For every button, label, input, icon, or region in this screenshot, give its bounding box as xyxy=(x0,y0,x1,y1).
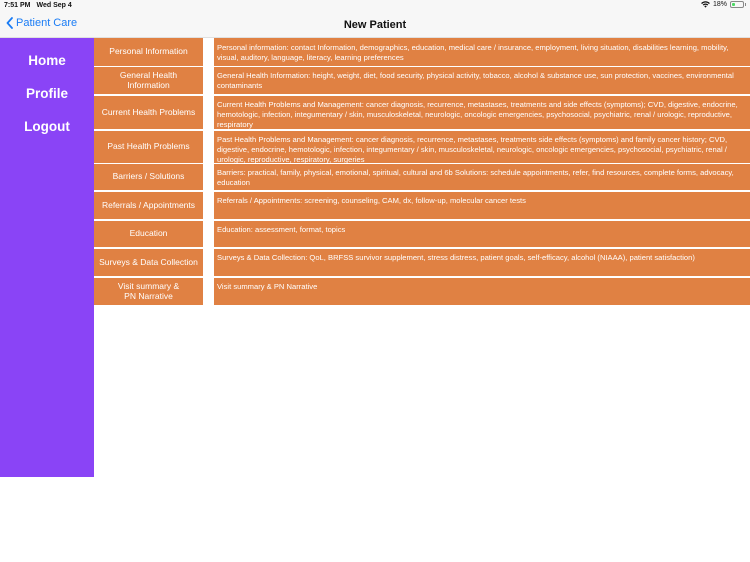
section-description-past-health-problems: Past Health Problems and Management: cancer diagnosis, recurrence, metastases, treatments side effects (symptoms) and family cancer history; CVD, digestive, endocrine, hemotologic, infection, integumentary / skin, musculoskeletal, neurologic, oncologic emergencies, psychosocial, psychiatric, renal / urologic, reproductive, respiratory, surgeries xyxy=(214,131,750,163)
section-description-education: Education: assessment, format, topics xyxy=(214,221,750,247)
section-button-visit-summary[interactable] xyxy=(94,278,203,305)
wifi-icon xyxy=(701,1,710,8)
visit-summary-label-line1: Visit summary & xyxy=(117,280,180,291)
status-bar xyxy=(0,0,750,12)
section-button-surveys-data-collection[interactable]: Surveys & Data Collection xyxy=(94,249,203,276)
section-button-personal-information[interactable]: Personal Information xyxy=(94,38,203,66)
status-date: Wed Sep 4 xyxy=(36,2,72,9)
section-description-barriers-solutions: Barriers: practical, family, physical, emotional, spiritual, cultural and 6b Solutions: schedule appointments, refer, find resources, complete forms, advocacy, education xyxy=(214,164,750,190)
visit-summary-label-line2: PN Narrative xyxy=(124,290,173,301)
sidebar-item-profile[interactable]: Profile xyxy=(25,86,68,101)
section-description-referrals-appointments: Referrals / Appointments: screening, counseling, CAM, dx, follow-up, molecular cancer tests xyxy=(214,192,750,219)
section-button-education[interactable]: Education xyxy=(94,221,203,247)
sidebar-item-logout[interactable]: Logout xyxy=(24,119,70,134)
section-button-referrals-appointments[interactable]: Referrals / Appointments xyxy=(94,192,203,219)
status-right xyxy=(701,1,744,8)
time-text: 7:51 PM xyxy=(4,2,31,9)
section-button-current-health-problems[interactable]: Current Health Problems xyxy=(94,96,203,129)
section-description-current-health-problems: Current Health Problems and Management: cancer diagnosis, recurrence, metastases, treatments and side effects (symptoms); CVD, digestive, endocrine, hemotologic, infection, integumentary / skin, musculoskeletal, neurologic, oncologic emergencies, psychosocial, psychiatric, renal / urologic, reproductive, respiratory xyxy=(214,96,750,129)
section-description-personal-information: Personal information: contact Information, demographics, education, medical care / insurance, employment, living situation, disabilities learning, mobility, visual, auditory, language, literacy, learning preferences xyxy=(214,38,750,66)
navigation-bar xyxy=(0,12,750,38)
page-title: New Patient xyxy=(343,19,407,31)
section-button-past-health-problems[interactable]: Past Health Problems xyxy=(94,131,203,163)
sidebar xyxy=(0,38,94,477)
section-description-visit-summary: Visit summary & PN Narrative xyxy=(214,278,750,305)
section-button-general-health-information[interactable]: General Health Information xyxy=(94,67,203,94)
section-button-barriers-solutions[interactable]: Barriers / Solutions xyxy=(94,164,203,190)
status-time xyxy=(4,2,72,9)
section-description-general-health-information: General Health Information: height, weight, diet, food security, physical activity, tobacco, alcohol & substance use, sun protection, vaccines, environmental contaminants xyxy=(214,67,750,94)
back-button-label: Patient Care xyxy=(16,17,78,29)
section-description-surveys-data-collection: Surveys & Data Collection: QoL, BRFSS survivor supplement, stress distress, patient goals, self-efficacy, alcohol (NIAAA), patient satisfaction) xyxy=(214,249,750,276)
sidebar-item-home[interactable]: Home xyxy=(28,53,66,68)
battery-charging-icon xyxy=(730,1,744,8)
battery-percent: 18% xyxy=(712,1,727,8)
